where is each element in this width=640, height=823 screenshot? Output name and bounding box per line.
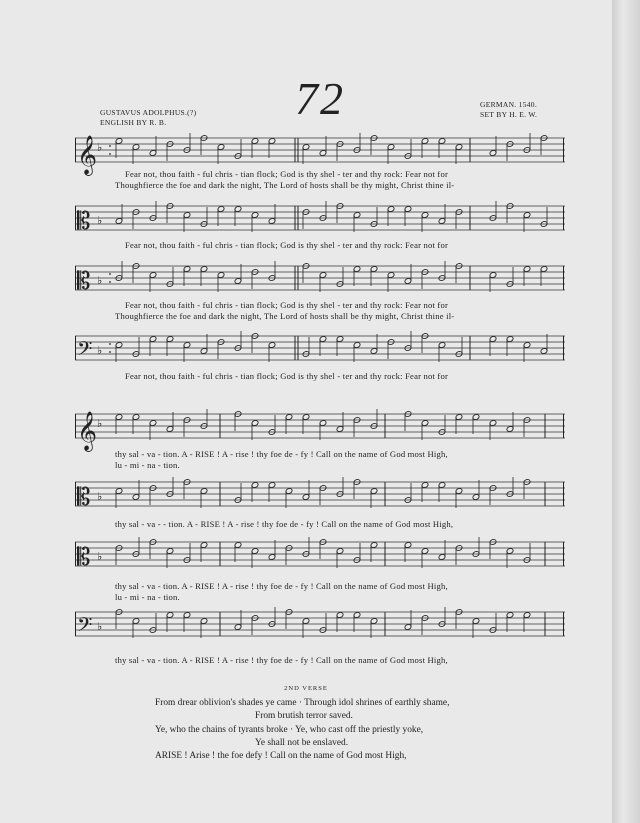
source-credit <box>480 100 537 120</box>
verse-line: From brutish terror saved. <box>255 711 353 722</box>
verse-line: Ye shall not be enslaved. <box>255 737 349 748</box>
tenor-lyric-1: thy sal - va - tion. A - RISE ! A - rise ! thy foe de - fy ! Call on the name of God most High, <box>115 581 448 591</box>
author-credit <box>100 108 196 128</box>
repeat-dot <box>109 153 111 155</box>
verse-line: Ye, who the chains of tyrants broke · Ye, who cast off the priestly yoke, <box>155 724 424 735</box>
alto-lyric: thy sal - va - - tion. A - RISE ! A - rise ! thy foe de - fy ! Call on the name of God most High, <box>115 519 454 529</box>
alto-staff <box>75 204 565 235</box>
verse-line: ARISE ! Arise ! the foe defy ! Call on the name of God most High, <box>155 751 407 762</box>
setter-line: SET BY H. E. W. <box>480 110 538 119</box>
tenor-lyric-2: Thoughfierce the foe and dark the night, The Lord of hosts shall be thy might, Christ thine il- <box>115 311 455 321</box>
tenor-staff <box>75 540 565 571</box>
alto-clef-icon: 𝄡 <box>77 207 91 235</box>
verse-line: From drear oblivion's shades ye came · Through idol shrines of earthly shame, <box>155 698 450 709</box>
repeat-dot <box>109 273 111 275</box>
bass-lyric: Fear not, thou faith - ful chris - tian flock; God is thy shel - ter and thy rock: Fear not for <box>125 371 449 381</box>
flat-sign-icon: ♭ <box>97 550 103 563</box>
treble-lyric-1: thy sal - va - tion. A - RISE ! A - rise ! thy foe de - fy ! Call on the name of God most High, <box>115 449 448 459</box>
treble-lyric-2: lu - mi - na - tion. <box>115 460 180 470</box>
source-line: GERMAN. 1540. <box>480 100 538 109</box>
alto-lyric: Fear not, thou faith - ful chris - tian flock; God is thy shel - ter and thy rock: Fear not for <box>125 240 449 250</box>
bass-staff <box>75 610 565 641</box>
alto-clef-icon: 𝄡 <box>77 483 91 511</box>
flat-sign-icon: ♭ <box>97 141 103 154</box>
alto-staff <box>75 480 565 511</box>
flat-sign-icon: ♭ <box>97 344 103 357</box>
alto-clef-icon: 𝄡 <box>77 543 91 571</box>
flat-sign-icon: ♭ <box>97 490 103 503</box>
treble-lyric-2: Thoughfierce the foe and dark the night, The Lord of hosts shall be thy might, Christ thine il- <box>115 180 455 190</box>
verse-heading: 2ND VERSE <box>284 685 328 692</box>
flat-sign-icon: ♭ <box>97 417 103 430</box>
flat-sign-icon: ♭ <box>97 214 103 227</box>
repeat-dot <box>109 281 111 283</box>
tenor-staff <box>75 264 565 295</box>
author-line: GUSTAVUS ADOLPHUS.(?) <box>100 108 197 117</box>
treble-staff <box>75 411 565 451</box>
bass-clef-icon: 𝄢 <box>77 613 93 641</box>
flat-sign-icon: ♭ <box>97 620 103 633</box>
repeat-dot <box>109 343 111 345</box>
tenor-lyric-2: lu - mi - na - tion. <box>115 592 180 602</box>
bass-staff <box>75 334 565 365</box>
second-verse <box>0 682 612 763</box>
flat-sign-icon: ♭ <box>97 274 103 287</box>
translator-line: ENGLISH BY R. B. <box>100 118 167 127</box>
treble-clef-icon: 𝄞 <box>77 135 98 175</box>
tenor-lyric-1: Fear not, thou faith - ful chris - tian flock; God is thy shel - ter and thy rock: Fear not for <box>125 300 449 310</box>
repeat-dot <box>109 145 111 147</box>
bass-clef-icon: 𝄢 <box>77 337 93 365</box>
treble-lyric-1: Fear not, thou faith - ful chris - tian flock; God is thy shel - ter and thy rock: Fear not for <box>125 169 449 179</box>
alto-clef-icon: 𝄡 <box>77 267 91 295</box>
treble-clef-icon: 𝄞 <box>77 411 98 451</box>
hymn-number: 72 <box>295 73 345 124</box>
bass-lyric: thy sal - va - tion. A - RISE ! A - rise ! thy foe de - fy ! Call on the name of God most High, <box>115 655 448 665</box>
repeat-dot <box>109 351 111 353</box>
